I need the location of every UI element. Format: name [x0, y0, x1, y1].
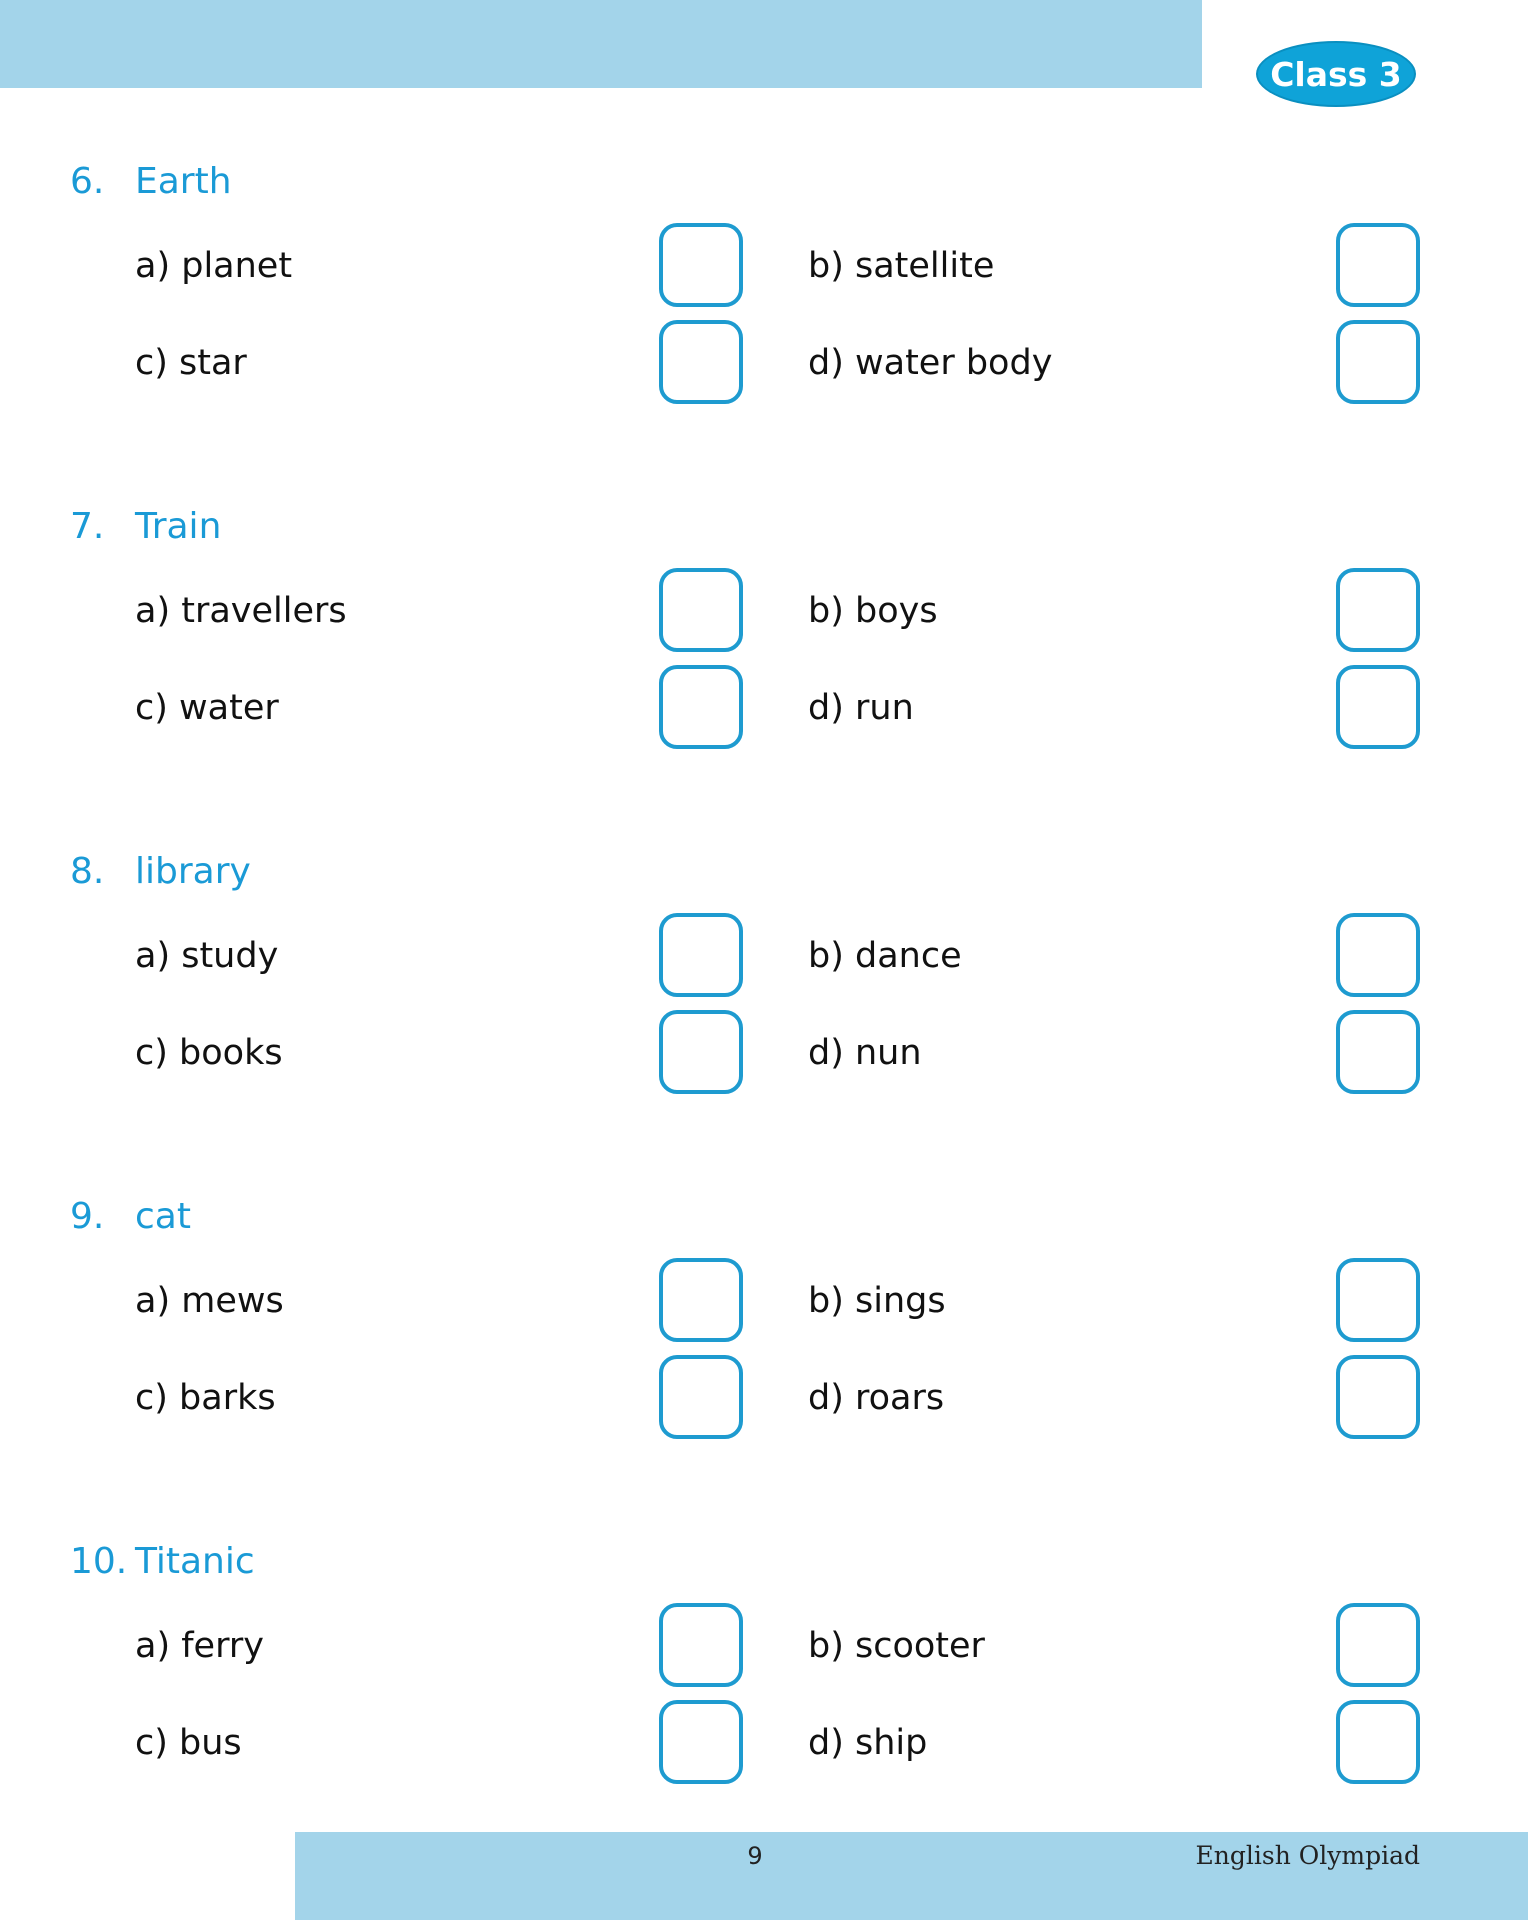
option-b-label: b) scooter	[808, 1626, 985, 1666]
option-b-label: b) satellite	[808, 246, 995, 286]
page-number: 9	[747, 1842, 763, 1870]
option-c-label: c) star	[135, 343, 247, 383]
question-6	[0, 157, 1528, 457]
option-c-label: c) barks	[135, 1378, 276, 1418]
question-word: Titanic	[135, 1541, 255, 1582]
option-c-checkbox[interactable]	[659, 1010, 743, 1094]
option-d-checkbox[interactable]	[1336, 320, 1420, 404]
option-d-checkbox[interactable]	[1336, 1010, 1420, 1094]
option-c-checkbox[interactable]	[659, 1355, 743, 1439]
question-number: 8.	[70, 851, 105, 892]
option-a-label: a) travellers	[135, 591, 347, 631]
option-d-checkbox[interactable]	[1336, 1355, 1420, 1439]
option-b-label: b) sings	[808, 1281, 946, 1321]
question-word: Train	[135, 506, 222, 547]
option-a-label: a) study	[135, 936, 279, 976]
option-a-label: a) mews	[135, 1281, 284, 1321]
option-c-label: c) books	[135, 1033, 283, 1073]
option-a-checkbox[interactable]	[659, 223, 743, 307]
option-d-label: d) water body	[808, 343, 1053, 383]
option-b-checkbox[interactable]	[1336, 1258, 1420, 1342]
question-heading	[70, 157, 232, 207]
question-heading	[70, 1192, 191, 1242]
question-number: 10.	[70, 1541, 128, 1582]
option-a-label: a) ferry	[135, 1626, 264, 1666]
option-c-checkbox[interactable]	[659, 665, 743, 749]
footer-title: English Olympiad	[1195, 1841, 1420, 1870]
option-b-checkbox[interactable]	[1336, 913, 1420, 997]
option-d-label: d) run	[808, 688, 914, 728]
option-c-label: c) bus	[135, 1723, 242, 1763]
option-a-checkbox[interactable]	[659, 1603, 743, 1687]
question-word: cat	[135, 1196, 191, 1237]
option-d-label: d) roars	[808, 1378, 945, 1418]
question-heading	[70, 502, 221, 552]
option-c-checkbox[interactable]	[659, 320, 743, 404]
option-d-label: d) ship	[808, 1723, 928, 1763]
option-c-label: c) water	[135, 688, 279, 728]
header-band	[0, 0, 1202, 88]
question-number: 7.	[70, 506, 105, 547]
option-b-checkbox[interactable]	[1336, 223, 1420, 307]
question-10	[0, 1537, 1528, 1837]
option-d-checkbox[interactable]	[1336, 665, 1420, 749]
option-b-label: b) boys	[808, 591, 938, 631]
question-8	[0, 847, 1528, 1147]
question-heading	[70, 847, 251, 897]
question-number: 6.	[70, 161, 105, 202]
class-badge: Class 3	[1256, 41, 1416, 107]
option-b-checkbox[interactable]	[1336, 568, 1420, 652]
option-d-label: d) nun	[808, 1033, 922, 1073]
question-word: Earth	[135, 161, 232, 202]
question-word: library	[135, 851, 251, 892]
option-a-checkbox[interactable]	[659, 1258, 743, 1342]
question-9	[0, 1192, 1528, 1492]
option-a-checkbox[interactable]	[659, 568, 743, 652]
question-7	[0, 502, 1528, 802]
option-c-checkbox[interactable]	[659, 1700, 743, 1784]
option-a-label: a) planet	[135, 246, 293, 286]
option-a-checkbox[interactable]	[659, 913, 743, 997]
option-b-label: b) dance	[808, 936, 962, 976]
option-b-checkbox[interactable]	[1336, 1603, 1420, 1687]
question-heading	[70, 1537, 255, 1587]
question-number: 9.	[70, 1196, 105, 1237]
option-d-checkbox[interactable]	[1336, 1700, 1420, 1784]
